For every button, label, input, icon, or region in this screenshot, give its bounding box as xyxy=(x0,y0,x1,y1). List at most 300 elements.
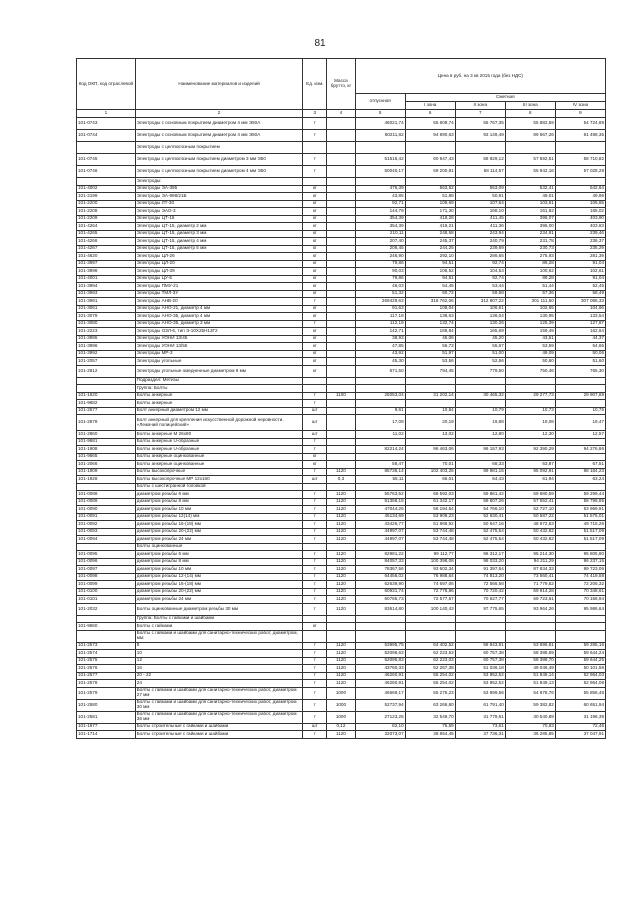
price-table xyxy=(76,58,606,739)
cell-zone-2 xyxy=(455,178,505,186)
cell-name: диаметром резьбы 10 мм xyxy=(135,566,303,574)
cell-mass xyxy=(327,283,355,291)
cell-name: Болты оцинкованные xyxy=(135,543,303,551)
cell-unit: т xyxy=(303,680,327,688)
cell-zone-3: 58 388,69 xyxy=(505,650,555,658)
cell-code: 101-2579 xyxy=(77,687,136,699)
cell-zone-4: 52 964,08 xyxy=(555,680,605,688)
table-row xyxy=(77,680,606,688)
cell-code: 101-0099 xyxy=(77,581,136,589)
cell-zone-4: 59 285,16 xyxy=(555,642,605,650)
cell-zone-3: 12,30 xyxy=(505,431,555,439)
cell-zone-3: 95 092,91 xyxy=(505,468,555,476)
cell-unit: т xyxy=(303,596,327,604)
cell-zone-1: 102 403,25 xyxy=(405,468,455,476)
cell-code: 101-3997 xyxy=(77,260,136,268)
cell-code: 101-2066 xyxy=(77,461,136,469)
table-row xyxy=(77,642,606,650)
cell-code xyxy=(77,377,136,385)
cell-mass xyxy=(327,275,355,283)
table-row xyxy=(77,166,606,178)
cell-zone-4: 63,24 xyxy=(555,476,605,484)
header-zone-2: II зона xyxy=(455,102,505,110)
cell-release-price: 38,93 xyxy=(355,335,405,343)
cell-name: Болты с гайками и шайбами для санитарно-технических работ, диаметром 30 мм xyxy=(135,699,303,711)
cell-zone-2: 12,80 xyxy=(455,431,505,439)
cell-release-price xyxy=(355,543,405,551)
table-row xyxy=(77,407,606,415)
cell-zone-4: 70 156,94 xyxy=(555,596,605,604)
column-number: 9 xyxy=(555,110,605,118)
cell-name: Электроды МР-3 xyxy=(135,350,303,358)
cell-zone-3 xyxy=(505,142,555,154)
cell-zone-2: 92,74 xyxy=(455,260,505,268)
cell-zone-2: 53,44 xyxy=(455,283,505,291)
cell-unit: т xyxy=(303,491,327,499)
cell-zone-4: 49,96 xyxy=(555,193,605,201)
cell-mass xyxy=(327,365,355,377)
cell-zone-3: 130,95 xyxy=(505,313,555,321)
cell-zone-1: 54,45 xyxy=(405,283,455,291)
cell-zone-1: 70,01 xyxy=(405,461,455,469)
cell-zone-1: 168,84 xyxy=(405,328,455,336)
cell-zone-1: 53 744,48 xyxy=(405,536,455,544)
cell-mass xyxy=(327,208,355,216)
cell-zone-3: 49,01 xyxy=(505,193,555,201)
cell-zone-3: 51 849,13 xyxy=(505,680,555,688)
cell-name: Электроды ЭА-395 xyxy=(135,185,303,193)
table-row xyxy=(77,238,606,246)
cell-release-price: 52096,63 xyxy=(355,650,405,658)
cell-code: 101-0100 xyxy=(77,588,136,596)
cell-zone-1: 59 200,91 xyxy=(405,166,455,178)
cell-zone-3: 51,44 xyxy=(505,283,555,291)
cell-zone-3: 231,78 xyxy=(505,238,555,246)
cell-release-price: 79,86 xyxy=(355,275,405,283)
cell-release-price: 46260,91 xyxy=(355,680,405,688)
cell-zone-4: 74 419,58 xyxy=(555,573,605,581)
cell-release-price: 47044,25 xyxy=(355,506,405,514)
cell-zone-2 xyxy=(455,377,505,385)
cell-zone-1: 72 776,86 xyxy=(405,588,455,596)
cell-mass: 0,3 xyxy=(327,476,355,484)
cell-zone-1 xyxy=(405,377,455,385)
cell-zone-2: 99 981,15 xyxy=(455,468,505,476)
cell-release-price: 43,92 xyxy=(355,350,405,358)
cell-zone-1: 53,56 xyxy=(405,358,455,366)
table-row xyxy=(77,551,606,559)
cell-zone-3: 49,09 xyxy=(505,350,555,358)
cell-unit: т xyxy=(303,657,327,665)
cell-zone-3: 89,28 xyxy=(505,260,555,268)
cell-code: 101-0088 xyxy=(77,491,136,499)
cell-unit: т xyxy=(303,603,327,615)
cell-release-price xyxy=(355,377,405,385)
cell-zone-1: 419,28 xyxy=(405,215,455,223)
cell-name: диаметром резьбы 20-(22) мм xyxy=(135,528,303,536)
table-row xyxy=(77,385,606,393)
cell-zone-4: 104,66 xyxy=(555,305,605,313)
cell-zone-1: 99 112,77 xyxy=(405,551,455,559)
cell-unit: т xyxy=(303,699,327,711)
table-row xyxy=(77,596,606,604)
cell-zone-4: 765,30 xyxy=(555,365,605,377)
column-number: 1 xyxy=(77,110,136,118)
table-row xyxy=(77,615,606,623)
cell-zone-1: 56,73 xyxy=(405,343,455,351)
table-row xyxy=(77,260,606,268)
table-row xyxy=(77,208,606,216)
cell-unit: т xyxy=(303,558,327,566)
cell-release-price: 112,19 xyxy=(355,320,405,328)
cell-zone-2: 64,43 xyxy=(455,476,505,484)
cell-mass xyxy=(327,431,355,439)
cell-zone-3: 36 285,85 xyxy=(505,731,555,739)
cell-name: диаметром резьбы 12(14) мм xyxy=(135,513,303,521)
cell-zone-1: 66 592,03 xyxy=(405,491,455,499)
cell-unit: кг xyxy=(303,245,327,253)
cell-zone-4: 91 498,35 xyxy=(555,130,605,142)
cell-zone-4: 59 644,25 xyxy=(555,657,605,665)
cell-zone-3 xyxy=(505,400,555,408)
cell-zone-3: 230,73 xyxy=(505,245,555,253)
cell-zone-2: 70 720,42 xyxy=(455,588,505,596)
cell-zone-2: 59 607,26 xyxy=(455,498,505,506)
cell-zone-1: 106,52 xyxy=(405,268,455,276)
cell-code: 101-0095 xyxy=(77,551,136,559)
cell-name: Электроды угольные xyxy=(135,358,303,366)
cell-zone-3 xyxy=(505,615,555,623)
cell-zone-3: 102,65 xyxy=(505,305,555,313)
cell-zone-4 xyxy=(555,377,605,385)
cell-zone-3: 59 382,82 xyxy=(505,699,555,711)
cell-code: 101-0743 xyxy=(77,118,136,130)
cell-zone-4: 403,83 xyxy=(555,223,605,231)
cell-name: диаметром резьбы 8 мм xyxy=(135,558,303,566)
cell-mass xyxy=(327,200,355,208)
cell-name: Электроды ЛТ-30 xyxy=(135,200,303,208)
cell-zone-1: 62 223,03 xyxy=(405,657,455,665)
cell-code: 101-9660 xyxy=(77,623,136,631)
cell-code: 101-9682 xyxy=(77,400,136,408)
table-row xyxy=(77,215,606,223)
cell-zone-2: 58 114,57 xyxy=(455,166,505,178)
cell-name: Болты анкерные xyxy=(135,392,303,400)
cell-zone-4 xyxy=(555,142,605,154)
table-row xyxy=(77,650,606,658)
cell-unit: кг xyxy=(303,268,327,276)
table-row xyxy=(77,298,606,306)
cell-zone-1: 60 947,43 xyxy=(405,154,455,166)
cell-zone-3: 70,93 xyxy=(505,723,555,731)
table-row xyxy=(77,573,606,581)
cell-zone-2 xyxy=(455,483,505,491)
cell-release-price: 79,86 xyxy=(355,260,405,268)
cell-code: 101-2812 xyxy=(77,365,136,377)
cell-mass xyxy=(327,415,355,431)
cell-mass xyxy=(327,350,355,358)
cell-mass xyxy=(327,328,355,336)
cell-zone-4: 542,64 xyxy=(555,185,605,193)
cell-mass: 1120 xyxy=(327,536,355,544)
cell-unit: т xyxy=(303,566,327,574)
cell-release-price: 43426,77 xyxy=(355,521,405,529)
cell-zone-1 xyxy=(405,400,455,408)
cell-code: 101-0097 xyxy=(77,566,136,574)
cell-code: 101-3994 xyxy=(77,283,136,291)
cell-name: Болты с гайками и шайбами для санитарно-технических работ, диаметром 36 мм xyxy=(135,711,303,723)
cell-unit: кг xyxy=(303,290,327,298)
cell-zone-2: 73,61 xyxy=(455,723,505,731)
table-row xyxy=(77,536,606,544)
cell-zone-3: 89,28 xyxy=(505,275,555,283)
cell-name: Электроды АНВ-20 xyxy=(135,298,303,306)
cell-zone-2 xyxy=(455,543,505,551)
cell-unit: кг xyxy=(303,358,327,366)
cell-mass: 1120 xyxy=(327,491,355,499)
cell-code: 101-0101 xyxy=(77,596,136,604)
cell-release-price: 55,11 xyxy=(355,476,405,484)
cell-mass xyxy=(327,268,355,276)
cell-zone-3: 396,00 xyxy=(505,223,555,231)
cell-mass xyxy=(327,245,355,253)
cell-name: Электроды УОНИ 13/55 xyxy=(135,343,303,351)
table-row xyxy=(77,687,606,699)
cell-zone-2: 107,64 xyxy=(455,200,505,208)
cell-zone-2: 72 566,58 xyxy=(455,581,505,589)
cell-name: Болты с гайками xyxy=(135,623,303,631)
column-number: 2 xyxy=(135,110,303,118)
cell-zone-4 xyxy=(555,400,605,408)
table-row xyxy=(77,130,606,142)
cell-zone-2: 411,36 xyxy=(455,223,505,231)
cell-release-price: 51358,15 xyxy=(355,498,405,506)
cell-release-price xyxy=(355,385,405,393)
cell-name: Группа: Болты с гайками и шайбами xyxy=(135,615,303,623)
cell-code xyxy=(77,142,136,154)
cell-mass xyxy=(327,166,355,178)
cell-release-price: 58,47 xyxy=(355,461,405,469)
cell-mass: 1000 xyxy=(327,687,355,699)
cell-code: 101-2032 xyxy=(77,603,136,615)
header-zone-1: I зона xyxy=(405,102,455,110)
table-row xyxy=(77,223,606,231)
cell-zone-1: 20,19 xyxy=(405,415,455,431)
cell-mass xyxy=(327,305,355,313)
cell-zone-3: 63,87 xyxy=(505,461,555,469)
cell-release-price: 26053,04 xyxy=(355,392,405,400)
cell-zone-2 xyxy=(455,438,505,446)
cell-release-price: 46260,91 xyxy=(355,672,405,680)
cell-mass: 1120 xyxy=(327,581,355,589)
cell-zone-1 xyxy=(405,438,455,446)
cell-release-price: 27123,25 xyxy=(355,711,405,723)
cell-zone-3: 57 552,41 xyxy=(505,498,555,506)
cell-zone-2 xyxy=(455,400,505,408)
cell-release-price: 476,39 xyxy=(355,185,405,193)
cell-zone-3: 61,94 xyxy=(505,476,555,484)
table-row xyxy=(77,506,606,514)
cell-mass xyxy=(327,223,355,231)
cell-zone-4: 31 198,39 xyxy=(555,711,605,723)
cell-unit: т xyxy=(303,581,327,589)
column-number: 4 xyxy=(327,110,355,118)
cell-zone-2: 70 527,77 xyxy=(455,596,505,604)
cell-name: Электроды с основным покрытием диаметром 4 мм Э50А xyxy=(135,118,303,130)
cell-release-price: 82981,22 xyxy=(355,551,405,559)
cell-zone-4: 58 710,82 xyxy=(555,154,605,166)
cell-mass xyxy=(327,335,355,343)
cell-name: Электроды ЦТ-15, диаметр 3 мм xyxy=(135,230,303,238)
cell-zone-1: 248,58 xyxy=(405,230,455,238)
cell-zone-4: 10,75 xyxy=(555,407,605,415)
cell-unit: кг xyxy=(303,343,327,351)
cell-zone-4: 95 805,80 xyxy=(555,551,605,559)
cell-unit: кг xyxy=(303,230,327,238)
cell-zone-3: 48 672,63 xyxy=(505,521,555,529)
cell-unit: т xyxy=(303,130,327,142)
cell-zone-2 xyxy=(455,623,505,631)
cell-release-price: 80211,82 xyxy=(355,130,405,142)
cell-zone-4: 29 907,69 xyxy=(555,392,605,400)
cell-name: Электроды ЭАО-3 xyxy=(135,208,303,216)
cell-mass: 1120 xyxy=(327,642,355,650)
cell-zone-4: 95 986,64 xyxy=(555,603,605,615)
cell-zone-2: 104,53 xyxy=(455,268,505,276)
table-row xyxy=(77,623,606,631)
cell-code: 101-1908 xyxy=(77,446,136,454)
cell-zone-3: 532,41 xyxy=(505,185,555,193)
cell-mass: 1120 xyxy=(327,588,355,596)
cell-release-price: 44997,07 xyxy=(355,528,405,536)
cell-name: диаметром резьбы 24 мм xyxy=(135,536,303,544)
cell-zone-3: 71 779,52 xyxy=(505,581,555,589)
cell-code: 101-3991 xyxy=(77,298,136,306)
cell-zone-3 xyxy=(505,438,555,446)
cell-unit xyxy=(303,385,327,393)
cell-name: Болт анкерный диаметром 12 мм xyxy=(135,407,303,415)
cell-zone-4: 58,49 xyxy=(555,290,605,298)
cell-name: 12 xyxy=(135,657,303,665)
cell-unit: шт xyxy=(303,431,327,439)
cell-unit: кг xyxy=(303,238,327,246)
cell-zone-2: 59 861,42 xyxy=(455,491,505,499)
cell-zone-2: 91 397,54 xyxy=(455,566,505,574)
cell-name: Электроды ЦУ-5 xyxy=(135,275,303,283)
cell-release-price xyxy=(355,453,405,461)
table-row xyxy=(77,253,606,261)
cell-zone-3: 69 914,28 xyxy=(505,588,555,596)
table-row xyxy=(77,305,606,313)
table-row xyxy=(77,483,606,491)
cell-mass xyxy=(327,313,355,321)
cell-name: диаметром резьбы 8 мм xyxy=(135,498,303,506)
cell-code: 101-2860 xyxy=(77,431,136,439)
cell-release-price: 210,11 xyxy=(355,230,405,238)
cell-mass xyxy=(327,453,355,461)
cell-code: 101-0093 xyxy=(77,528,136,536)
cell-name: Электроды ЦЛ-20 xyxy=(135,260,303,268)
table-row xyxy=(77,711,606,723)
cell-zone-1: 51 868,92 xyxy=(405,521,455,529)
cell-zone-4: 102,61 xyxy=(555,268,605,276)
cell-zone-3: 19,08 xyxy=(505,415,555,431)
cell-release-price xyxy=(355,630,405,642)
cell-name: Электроды ПМУ-21 xyxy=(135,283,303,291)
table-row xyxy=(77,343,606,351)
cell-zone-3: 125,39 xyxy=(505,320,555,328)
cell-name: Электроды: xyxy=(135,178,303,186)
cell-zone-1: 53 744,48 xyxy=(405,528,455,536)
cell-zone-4: 52,45 xyxy=(555,283,605,291)
cell-name: Электроды ЦТ-15 xyxy=(135,215,303,223)
cell-release-price: 44997,07 xyxy=(355,536,405,544)
cell-release-price: 117,18 xyxy=(355,313,405,321)
cell-release-price xyxy=(355,400,405,408)
cell-mass xyxy=(327,253,355,261)
cell-zone-1: 94 890,63 xyxy=(405,130,455,142)
cell-name: Электроды ТМЛ-3У xyxy=(135,290,303,298)
cell-zone-2: 31 779,61 xyxy=(455,711,505,723)
cell-zone-4: 12,57 xyxy=(555,431,605,439)
cell-release-price: 269429,63 xyxy=(355,298,405,306)
cell-release-price xyxy=(355,615,405,623)
cell-name: Болт анкерный для крепления искусственной дорожной неровности. «Лежачий полицейский» xyxy=(135,415,303,431)
table-row xyxy=(77,491,606,499)
cell-code: 101-1714 xyxy=(77,731,136,739)
cell-zone-4: 236,37 xyxy=(555,238,605,246)
cell-unit: т xyxy=(303,672,327,680)
cell-code: 101-2577 xyxy=(77,672,136,680)
cell-mass: 1120 xyxy=(327,513,355,521)
cell-release-price: 83614,80 xyxy=(355,603,405,615)
cell-mass: 1000 xyxy=(327,699,355,711)
cell-zone-4: 127,87 xyxy=(555,320,605,328)
cell-zone-3: 57 592,51 xyxy=(505,154,555,166)
cell-zone-1: 32 549,70 xyxy=(405,711,455,723)
cell-zone-2: 55,67 xyxy=(455,343,505,351)
table-row xyxy=(77,588,606,596)
cell-zone-3: 396,07 xyxy=(505,215,555,223)
cell-mass: 1120 xyxy=(327,573,355,581)
cell-release-price: 144,79 xyxy=(355,208,405,216)
cell-zone-3 xyxy=(505,483,555,491)
table-row xyxy=(77,672,606,680)
cell-unit: кг xyxy=(303,350,327,358)
cell-release-price: 246,90 xyxy=(355,253,405,261)
table-row xyxy=(77,630,606,642)
cell-zone-1: 171,30 xyxy=(405,208,455,216)
cell-name: Подраздел: Метизы xyxy=(135,377,303,385)
table-row xyxy=(77,438,606,446)
cell-unit xyxy=(303,142,327,154)
table-row xyxy=(77,283,606,291)
cell-name: Болты анкерные U-образные xyxy=(135,446,303,454)
cell-zone-3: 43,51 xyxy=(505,335,555,343)
cell-code: 101-0746 xyxy=(77,166,136,178)
cell-zone-2: 51,00 xyxy=(455,350,505,358)
cell-release-price: 62639,90 xyxy=(355,581,405,589)
cell-unit: т xyxy=(303,551,327,559)
cell-code xyxy=(77,385,136,393)
cell-mass xyxy=(327,185,355,193)
cell-zone-1: 93 602,34 xyxy=(405,566,455,574)
cell-unit: т xyxy=(303,498,327,506)
cell-unit: т xyxy=(303,468,327,476)
cell-code: 101-2576 xyxy=(77,665,136,673)
cell-mass xyxy=(327,130,355,142)
table-row xyxy=(77,154,606,166)
